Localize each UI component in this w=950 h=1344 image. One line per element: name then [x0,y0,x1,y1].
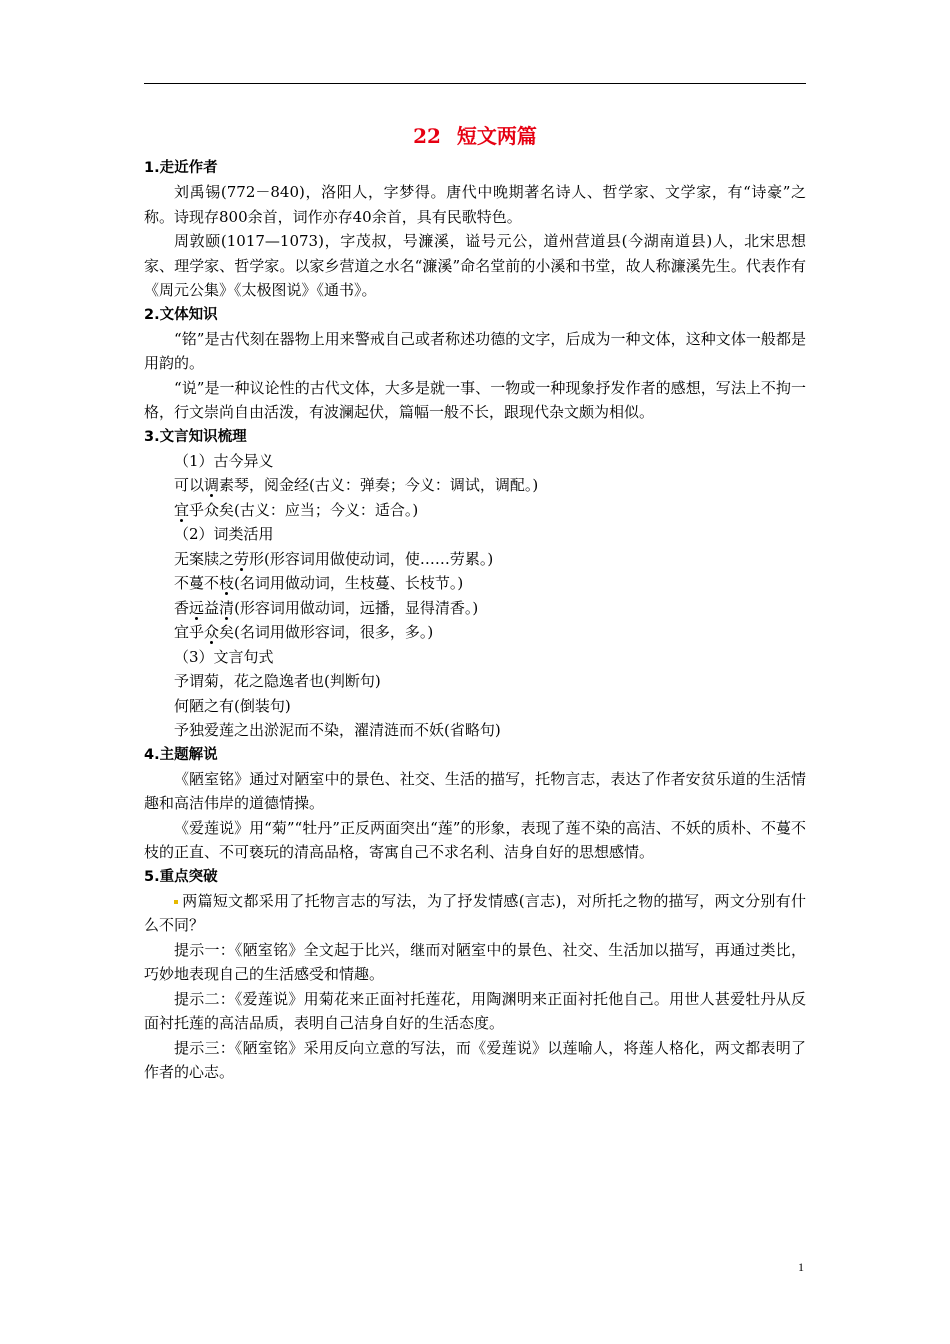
example-line: 何陋之有(倒装句) [174,696,291,715]
section-heading-genre: 2.文体知识 [144,306,218,323]
author-zhou-paragraph: 周敦颐(1017—1073)，字茂叔，号濂溪，谥号元公，道州营道县(今湖南道县)人，北宋思想家、理学家、哲学家。以家乡营道之水名“濂溪”命名堂前的小溪和书堂，故人称濂溪先生。代表作有《周元公集》《太极图说》《通书》。 [144,232,806,299]
section-heading-classical: 3.文言知识梳理 [144,428,247,445]
document-title [144,118,806,154]
bullet-marker [174,900,178,904]
emphasis-char: 清 [219,598,235,617]
example-line: 予独爱莲之出淤泥而不染，濯清涟而不妖(省略句) [174,721,501,739]
hint-three-paragraph: 提示三：《陋室铭》采用反向立意的写法，而《爱莲说》以莲喻人，将莲人格化，两文都表明了作者的心志。 [144,1038,806,1081]
document-body [144,118,806,1085]
hint-one-paragraph: 提示一：《陋室铭》全文起于比兴，继而对陋室中的景色、社交、生活加以描写，再通过类比，巧妙地表现自己的生活感受和情趣。 [144,940,806,983]
emphasis-char: 调 [204,476,220,494]
subheading-sentence-pattern: （3）文言句式 [174,647,274,666]
example-line: 宜乎众矣(古义：应当；今义：适合。) [174,500,419,519]
title-number: 22 [413,124,441,148]
section-heading-key-points: 5.重点突破 [144,868,218,885]
example-line: 予谓菊，花之隐逸者也(判断句) [174,672,381,690]
theme-loushiming-paragraph: 《陋室铭》通过对陋室中的景色、社交、生活的描写，托物言志，表达了作者安贫乐道的生活情趣和高洁伟岸的道德情操。 [144,769,806,812]
emphasis-char: 众 [204,623,220,641]
header-rule [144,83,806,84]
hint-two-paragraph: 提示二：《爱莲说》用菊花来正面衬托莲花，用陶渊明来正面衬托他自己。用世人甚爱牡丹从反面衬托莲的高洁品质，表明自己洁身自好的生活态度。 [144,989,806,1032]
example-line: 可以调素琴，阅金经(古义：弹奏；今义：调试，调配。) [174,476,539,494]
section-heading-theme: 4.主题解说 [144,746,218,763]
section-heading-author: 1.走近作者 [144,160,218,176]
genre-shuo-paragraph: “说”是一种议论性的古代文体，大多是就一事、一物或一种现象抒发作者的感想，写法上不拘一格，行文崇尚自由活泼，有波澜起伏，篇幅一般不长，跟现代杂文颇为相似。 [144,378,806,421]
emphasis-char: 劳 [234,549,250,568]
emphasis-char: 宜 [174,500,190,519]
emphasis-char: 枝 [219,574,235,592]
question-paragraph: 两篇短文都采用了托物言志的写法，为了抒发情感(言志)，对所托之物的描写，两文分别有什么不同？ [144,891,806,934]
example-line: 香远益清(形容词用做动词，远播，显得清香。) [174,598,479,617]
author-liu-paragraph: 刘禹锡(772－840)，洛阳人，字梦得。唐代中晚期著名诗人、哲学家、文学家，有“诗豪”之称。诗现存800余首，词作亦存40余首，具有民歌特色。 [144,183,806,226]
theme-ailianshuo-paragraph: 《爱莲说》用“菊”“牡丹”正反两面突出“莲”的形象，表现了莲不染的高洁、不妖的质朴、不蔓不枝的正直、不可亵玩的清高品格，寄寓自己不求名利、洁身自好的思想感情。 [144,818,806,861]
example-line: 不蔓不枝(名词用做动词，生枝蔓、长枝节。) [174,574,464,592]
example-line: 无案牍之劳形(形容词用做使动词，使……劳累。) [174,549,494,568]
subheading-word-class: （2）词类活用 [174,525,274,543]
genre-ming-paragraph: “铭”是古代刻在器物上用来警戒自己或者称述功德的文字，后成为一种文体，这种文体一般都是用韵的。 [144,329,806,372]
page-number: 1 [798,1260,804,1274]
subheading-ancient-modern: （1）古今异义 [174,451,274,470]
emphasis-char: 远 [189,598,205,617]
title-text: 短文两篇 [456,124,537,148]
example-line: 宜乎众矣(名词用做形容词，很多，多。) [174,623,434,641]
